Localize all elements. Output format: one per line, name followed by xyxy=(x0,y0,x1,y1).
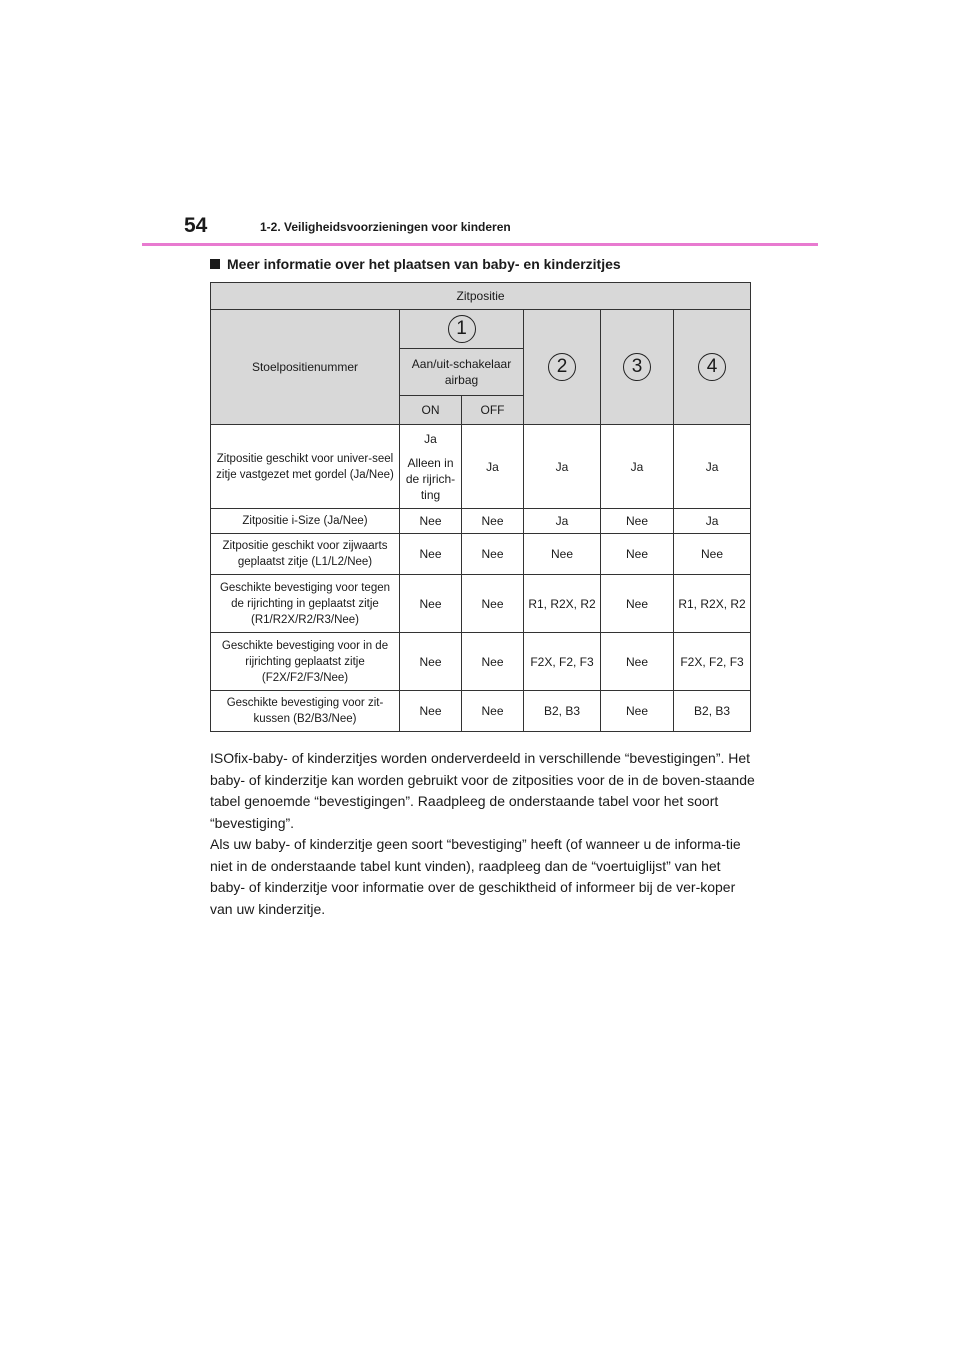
cell-on xyxy=(400,425,462,509)
table-row xyxy=(211,534,751,575)
seat-position-table xyxy=(210,282,751,732)
seat-number-3: 3 xyxy=(623,353,651,381)
cell-seat-4: F2X, F2, F3 xyxy=(674,633,751,691)
cell-off: Nee xyxy=(462,509,524,534)
table-title: Zitpositie xyxy=(211,283,751,310)
cell-seat-4: Nee xyxy=(674,534,751,575)
table-row xyxy=(211,509,751,534)
cell-seat-3: Nee xyxy=(601,509,674,534)
cell-off: Nee xyxy=(462,534,524,575)
table-row xyxy=(211,691,751,732)
table-header-row xyxy=(211,310,751,349)
row-label: Zitpositie geschikt voor zijwaarts geplaatst zitje (L1/L2/Nee) xyxy=(211,534,400,575)
row-label: Geschikte bevestiging voor zit-kussen (B2/B3/Nee) xyxy=(211,691,400,732)
cell-on: Nee xyxy=(400,575,462,633)
cell-seat-2: B2, B3 xyxy=(524,691,601,732)
cell-on: Nee xyxy=(400,633,462,691)
cell-seat-2: Nee xyxy=(524,534,601,575)
airbag-switch-label: Aan/uit-schakelaar airbag xyxy=(400,349,524,396)
section-heading-text: Meer informatie over het plaatsen van baby- en kinderzitjes xyxy=(227,256,621,272)
row-label: Geschikte bevestiging voor tegen de rijrichting in geplaatst zitje (R1/R2X/R2/R3/Nee) xyxy=(211,575,400,633)
cell-off: Nee xyxy=(462,633,524,691)
seat-number-4: 4 xyxy=(698,353,726,381)
on-label: ON xyxy=(400,396,462,425)
cell-seat-2: F2X, F2, F3 xyxy=(524,633,601,691)
cell-seat-2: Ja xyxy=(524,425,601,509)
cell-seat-3: Nee xyxy=(601,633,674,691)
cell-off: Ja xyxy=(462,425,524,509)
cell-seat-3: Nee xyxy=(601,691,674,732)
body-paragraph-1: ISOfix-baby- of kinderzitjes worden onderverdeeld in verschillende “bevestigingen”. Het baby- of kinderzitje kan worden gebruikt voor de zitposities voor de in de boven-staande tabel genoemde “bevestigingen”. Raadpleeg de onderstaande tabel voor het soort “bevestiging”. xyxy=(210,750,755,831)
seat-number-label: Stoelpositienummer xyxy=(211,310,400,425)
section-heading xyxy=(210,256,621,272)
cell-seat-4: Ja xyxy=(674,509,751,534)
cell-seat-3: Nee xyxy=(601,575,674,633)
cell-off: Nee xyxy=(462,691,524,732)
table-title-row xyxy=(211,283,751,310)
seat-number-2: 2 xyxy=(548,353,576,381)
row-label: Zitpositie i-Size (Ja/Nee) xyxy=(211,509,400,534)
body-paragraph-2: Als uw baby- of kinderzitje geen soort “bevestiging” heeft (of wanneer u de informa-tie niet in de onderstaande tabel kunt vinden), raadpleeg dan de “voertuiglijst” van het baby- of kinderzitje voor informatie over de geschiktheid of informeer bij de ver-koper van uw kinderzitje. xyxy=(210,836,741,917)
cell-on: Nee xyxy=(400,509,462,534)
cell-seat-2: R1, R2X, R2 xyxy=(524,575,601,633)
cell-seat-3: Nee xyxy=(601,534,674,575)
off-label: OFF xyxy=(462,396,524,425)
cell-seat-4: B2, B3 xyxy=(674,691,751,732)
cell-on-note: Alleen in de rijrich-ting xyxy=(405,455,456,502)
cell-on: Nee xyxy=(400,534,462,575)
cell-seat-2: Ja xyxy=(524,509,601,534)
row-label: Geschikte bevestiging voor in de rijrichting geplaatst zitje (F2X/F2/F3/Nee) xyxy=(211,633,400,691)
square-bullet-icon xyxy=(210,259,220,269)
running-header: 1-2. Veiligheidsvoorzieningen voor kinderen xyxy=(260,220,511,234)
cell-on-value: Ja xyxy=(424,431,437,446)
page-number: 54 xyxy=(184,214,208,237)
cell-off: Nee xyxy=(462,575,524,633)
seat-4-header xyxy=(674,310,751,425)
row-label: Zitpositie geschikt voor univer-seel zitje vastgezet met gordel (Ja/Nee) xyxy=(211,425,400,509)
seat-2-header xyxy=(524,310,601,425)
header-rule xyxy=(142,243,818,246)
cell-seat-4: R1, R2X, R2 xyxy=(674,575,751,633)
table-row xyxy=(211,425,751,509)
cell-seat-3: Ja xyxy=(601,425,674,509)
cell-on: Nee xyxy=(400,691,462,732)
table-row xyxy=(211,575,751,633)
cell-seat-4: Ja xyxy=(674,425,751,509)
body-text xyxy=(210,748,755,920)
seat-number-1: 1 xyxy=(448,315,476,343)
table-row xyxy=(211,633,751,691)
seat-3-header xyxy=(601,310,674,425)
seat-1-header xyxy=(400,310,524,349)
